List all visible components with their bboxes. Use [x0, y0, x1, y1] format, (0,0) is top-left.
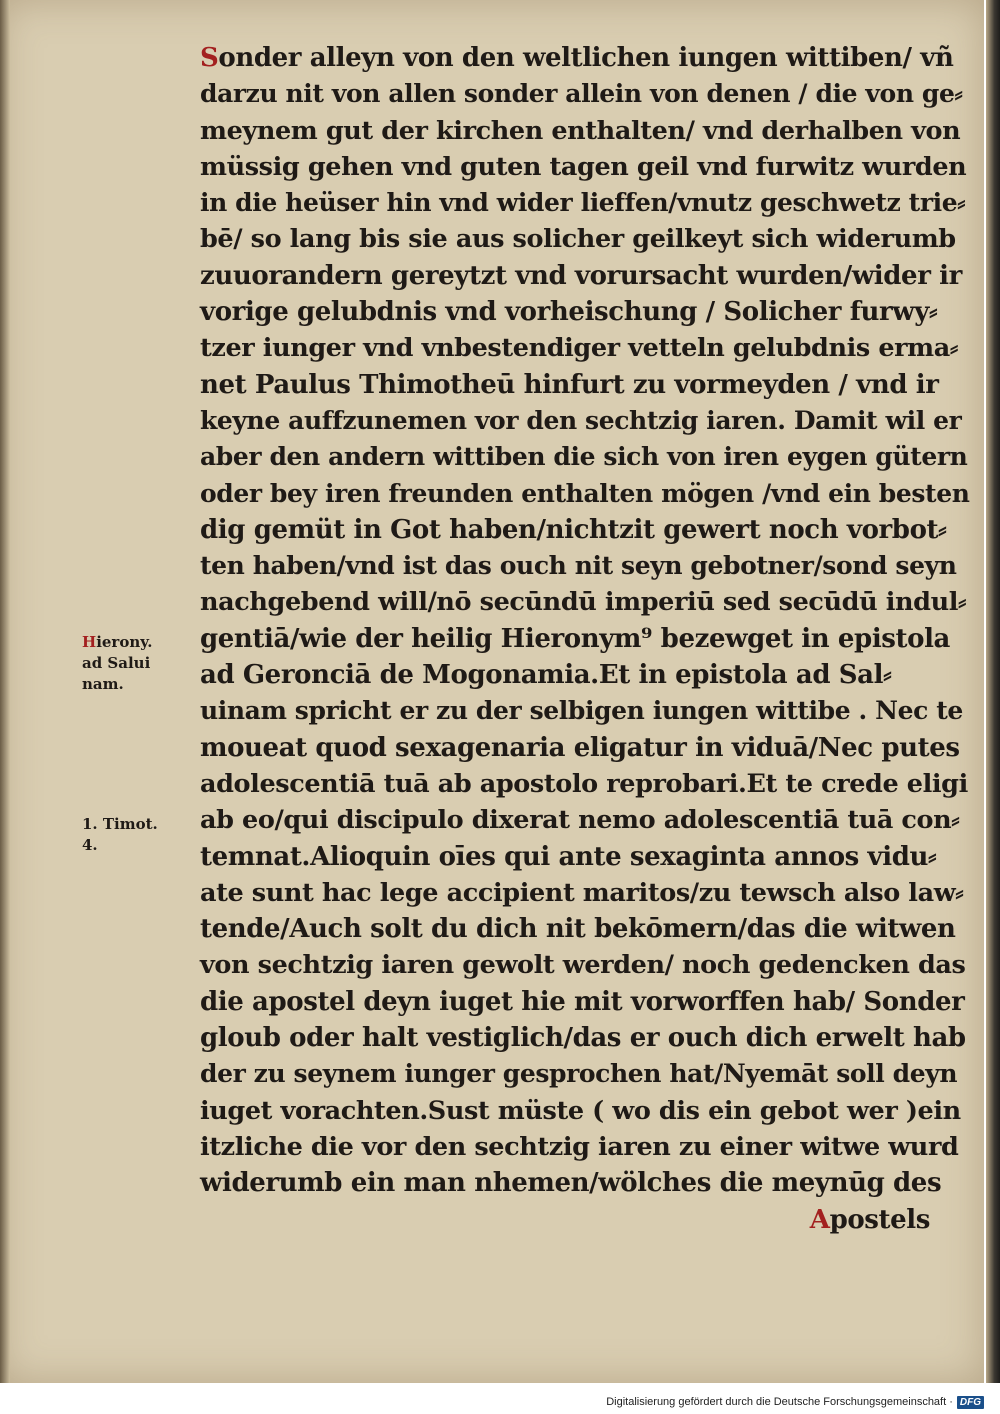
text-line — [200, 1020, 970, 1056]
text-line — [200, 730, 970, 766]
text-line — [200, 984, 970, 1020]
line-text: bē/ so lang bis sie aus solicher geilkeyt sich widerumb — [200, 224, 956, 255]
catchword — [200, 1202, 970, 1238]
line-text: ten haben/vnd ist das ouch nit seyn gebotner/sond seyn — [200, 551, 957, 581]
text-line — [200, 367, 970, 403]
margin-note-text: 1. Timot. 4. — [82, 815, 158, 854]
text-line — [200, 1093, 970, 1129]
line-text: müssig gehen vnd guten tagen geil vnd furwitz wurden — [200, 151, 967, 182]
dfg-logo: DFG — [957, 1396, 984, 1409]
catchword-text: postels — [829, 1204, 930, 1235]
line-text: der zu seynem iunger gesprochen hat/Nyemāt soll deyn — [200, 1059, 958, 1089]
line-text: dig gemüt in Got haben/nichtzit gewert noch vorbot⸗ — [200, 514, 947, 545]
line-text: tzer iunger vnd vnbestendiger vetteln gelubdnis erma⸗ — [200, 333, 958, 364]
line-text: in die heüser hin vnd wider lieffen/vnutz geschwetz trie⸗ — [200, 188, 966, 218]
text-line — [200, 802, 970, 838]
line-text: moueat quod sexagenaria eligatur in viduā/Nec putes — [200, 732, 960, 763]
rubricated-initial: A — [809, 1204, 830, 1235]
body-text — [200, 40, 970, 1238]
text-line — [200, 40, 970, 76]
text-line — [200, 1129, 970, 1165]
text-line — [200, 221, 970, 257]
line-text: temnat.Alioquin oīes qui ante sexaginta annos vidu⸗ — [200, 841, 937, 872]
text-line — [200, 621, 970, 657]
line-text: nachgebend will/nō secūndū imperiū sed secūdū indul⸗ — [200, 587, 967, 618]
line-text: aber den andern wittiben die sich von iren eygen gütern — [200, 442, 968, 472]
text-line — [200, 149, 970, 185]
margin-note-timothy — [82, 814, 158, 856]
text-line — [200, 294, 970, 330]
text-line — [200, 258, 970, 294]
text-line — [200, 330, 970, 366]
line-text: iuget vorachten.Sust müste ( wo dis ein gebot wer )ein — [200, 1095, 961, 1126]
line-text: meynem gut der kirchen enthalten/ vnd derhalben von — [200, 115, 961, 146]
margin-note-initial: H — [82, 633, 97, 651]
line-text: darzu nit von allen sonder allein von denen / die von ge⸗ — [200, 79, 963, 109]
line-text: tende/Auch solt du dich nit bekōmern/das die witwen — [200, 914, 956, 945]
margin-note-text: ierony. ad Salui nam. — [82, 633, 153, 693]
footer — [0, 1392, 1000, 1412]
text-line — [200, 476, 970, 512]
text-line — [200, 1056, 970, 1092]
text-line — [200, 766, 970, 802]
text-line — [200, 839, 970, 875]
line-text: net Paulus Thimotheū hinfurt zu vormeyden / vnd ir — [200, 369, 939, 400]
margin-note-hieronymus — [82, 632, 152, 695]
text-line — [200, 113, 970, 149]
text-line — [200, 584, 970, 620]
text-line — [200, 512, 970, 548]
line-text: onder alleyn von den weltlichen iungen wittiben/ vñ — [218, 43, 954, 73]
line-text: adolescentiā tuā ab apostolo reprobari.Et te crede eligi — [200, 768, 968, 799]
text-line — [200, 657, 970, 693]
line-text: zuuorandern gereytzt vnd vorursacht wurden/wider ir — [200, 260, 962, 291]
line-text: von sechtzig iaren gewolt werden/ noch gedencken das — [200, 950, 966, 981]
line-text: die apostel deyn iuget hie mit vorworffen hab/ Sonder — [200, 986, 965, 1017]
text-line — [200, 1165, 970, 1201]
text-line — [200, 911, 970, 947]
footer-credit: Digitalisierung gefördert durch die Deutsche Forschungsgemeinschaft · — [606, 1396, 953, 1408]
line-text: ate sunt hac lege accipient maritos/zu tewsch also law⸗ — [200, 877, 964, 908]
line-text: oder bey iren freunden enthalten mögen /vnd ein besten — [200, 478, 970, 508]
line-text: ad Geronciā de Mogonamia.Et in epistola ad Sal⸗ — [200, 660, 892, 691]
line-text: ab eo/qui discipulo dixerat nemo adolescentiā tuā con⸗ — [200, 805, 960, 836]
page-left-edge — [0, 0, 10, 1383]
line-text: itzliche die vor den sechtzig iaren zu einer witwe wurd — [200, 1131, 959, 1162]
text-line — [200, 439, 970, 475]
line-text: vorige gelubdnis vnd vorheischung / Solicher furwy⸗ — [200, 297, 938, 328]
line-text: widerumb ein man nhemen/wölches die meynūg des — [200, 1168, 942, 1199]
line-text: gloub oder halt vestiglich/das er ouch dich erwelt hab — [200, 1023, 966, 1054]
text-line — [200, 403, 970, 439]
text-line — [200, 693, 970, 729]
line-text: gentiā/wie der heilig Hieronym⁹ bezewget in epistola — [200, 623, 951, 654]
page-right-edge — [986, 0, 1000, 1383]
text-line — [200, 947, 970, 983]
text-line — [200, 185, 970, 221]
text-line — [200, 548, 970, 584]
line-text: uinam spricht er zu der selbigen iungen wittibe . Nec te — [200, 696, 963, 726]
text-line — [200, 76, 970, 112]
line-text: keyne auffzunemen vor den sechtzig iaren. Damit wil er — [200, 405, 962, 435]
text-line — [200, 875, 970, 911]
rubricated-initial: S — [200, 43, 219, 73]
